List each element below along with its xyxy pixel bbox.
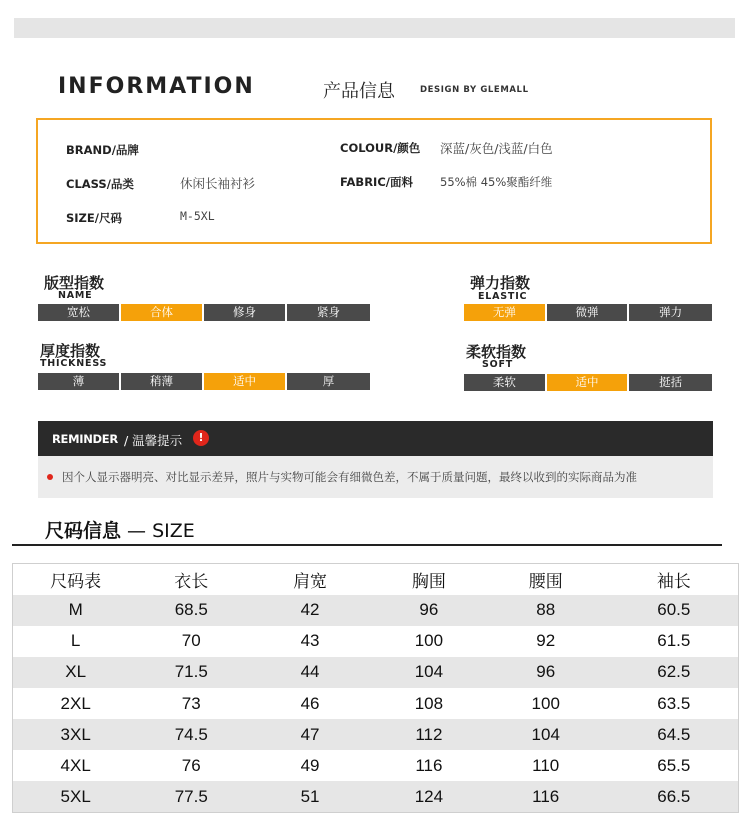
size-table-row xyxy=(13,688,739,719)
colour-value: 深蓝/灰色/浅蓝/白色 xyxy=(440,141,553,156)
size-table-row xyxy=(13,657,739,688)
scale-option: 合体 xyxy=(121,304,204,321)
top-divider-bar xyxy=(14,18,735,38)
class-label: CLASS/品类 xyxy=(66,177,134,191)
info-title-cn: 产品信息 xyxy=(323,81,395,102)
size-table-cell: 62.5 xyxy=(610,657,739,688)
size-table-cell: 46 xyxy=(300,693,320,713)
size-table-cell: 76 xyxy=(181,755,201,775)
size-title-bold: 尺码信息 xyxy=(45,520,122,542)
size-table-header-cell: 袖长 xyxy=(656,571,691,591)
soft-index-title: 柔软指数 xyxy=(466,343,527,361)
size-table-cell: 73 xyxy=(181,693,201,713)
size-table-cell: 71.5 xyxy=(138,657,244,688)
reminder-bar xyxy=(38,421,713,456)
size-table-cell: 64.5 xyxy=(610,719,739,750)
size-table-cell: 2XL xyxy=(60,693,91,713)
size-table-cell: 104 xyxy=(482,719,610,750)
scale-option: 无弹 xyxy=(464,304,547,321)
thickness-index-title: 厚度指数 xyxy=(40,342,101,360)
size-table-header-cell: 尺码表 xyxy=(50,571,102,591)
class-value: 休闲长袖衬衫 xyxy=(180,176,256,191)
size-table-cell: 116 xyxy=(415,755,443,775)
size-table-header-cell: 肩宽 xyxy=(293,571,328,591)
fabric-label: FABRIC/面料 xyxy=(340,175,413,189)
size-table-cell: 116 xyxy=(482,781,610,812)
size-section-title xyxy=(45,516,195,543)
scale-option: 紧身 xyxy=(287,304,370,321)
fit-index-scale xyxy=(38,304,370,321)
size-table-cell: 74.5 xyxy=(138,719,244,750)
size-table-cell: M xyxy=(13,595,139,626)
thickness-index-subtitle: THICKNESS xyxy=(40,358,108,369)
size-title-underline xyxy=(12,544,722,546)
scale-option: 修身 xyxy=(204,304,287,321)
size-table-cell: 70 xyxy=(181,631,201,651)
info-title: INFORMATION xyxy=(58,74,255,99)
elastic-index-scale xyxy=(464,304,712,321)
soft-index-subtitle: SOFT xyxy=(482,359,514,370)
size-table-cell: 100 xyxy=(531,693,560,713)
fabric-value: 55%棉 45%聚酯纤维 xyxy=(440,175,553,189)
size-table-header-row xyxy=(13,564,739,595)
size-table-cell: 110 xyxy=(532,755,560,775)
fit-index-title: 版型指数 xyxy=(44,274,105,292)
size-value: M-5XL xyxy=(180,209,215,223)
design-credit: DESIGN BY GLEMALL xyxy=(420,85,529,95)
scale-option: 宽松 xyxy=(38,304,121,321)
reminder-label-cn: / 温馨提示 xyxy=(124,433,183,448)
size-table-row xyxy=(13,595,739,626)
size-table-cell: 104 xyxy=(376,657,482,688)
size-table-cell: 124 xyxy=(376,781,482,812)
size-table-cell: 108 xyxy=(414,693,444,713)
size-table-cell: 49 xyxy=(300,755,320,775)
scale-option: 厚 xyxy=(287,373,370,390)
size-table-cell: 77.5 xyxy=(138,781,244,812)
size-title-rest: — SIZE xyxy=(121,520,195,542)
size-table-row xyxy=(13,781,739,812)
size-table-row xyxy=(13,750,739,781)
size-table-cell: 42 xyxy=(244,595,376,626)
colour-label: COLOUR/颜色 xyxy=(340,141,421,155)
size-table-cell: 5XL xyxy=(13,781,139,812)
scale-option: 弹力 xyxy=(629,304,712,321)
scale-option: 薄 xyxy=(38,373,121,390)
scale-option: 微弹 xyxy=(547,304,630,321)
size-table-cell: 51 xyxy=(244,781,376,812)
size-table-cell: 61.5 xyxy=(657,631,691,651)
elastic-index-subtitle: ELASTIC xyxy=(478,291,528,302)
size-table-header-cell: 胸围 xyxy=(411,571,446,591)
exclamation-icon: ! xyxy=(193,430,209,446)
brand-label: BRAND/品牌 xyxy=(66,143,139,157)
size-table-cell: 68.5 xyxy=(138,595,244,626)
size-table-cell: XL xyxy=(13,657,139,688)
reminder-label-en: REMINDER xyxy=(52,432,118,446)
scale-option: 稍薄 xyxy=(121,373,204,390)
scale-option: 挺括 xyxy=(629,374,712,391)
size-table-cell: 65.5 xyxy=(657,755,691,775)
size-table-cell: 96 xyxy=(376,595,482,626)
size-table-cell: 63.5 xyxy=(657,693,691,713)
size-table-cell: 43 xyxy=(300,631,320,651)
size-table-cell: 66.5 xyxy=(610,781,739,812)
size-table-cell: 47 xyxy=(244,719,376,750)
size-table-cell: 88 xyxy=(482,595,610,626)
size-table-cell: 4XL xyxy=(60,755,91,775)
soft-index-scale xyxy=(464,374,712,391)
size-table-cell: L xyxy=(70,631,81,651)
size-label: SIZE/尺码 xyxy=(66,211,122,225)
size-table-cell: 112 xyxy=(376,719,482,750)
size-table-header-cell: 腰围 xyxy=(528,571,563,591)
size-table-cell: 96 xyxy=(482,657,610,688)
bullet-dot-icon xyxy=(47,474,53,480)
scale-option: 柔软 xyxy=(464,374,547,391)
elastic-index-title: 弹力指数 xyxy=(470,274,531,292)
scale-option: 适中 xyxy=(547,374,630,391)
size-table-row xyxy=(13,719,739,750)
size-table-cell: 60.5 xyxy=(610,595,739,626)
size-table-cell: 100 xyxy=(414,631,444,651)
size-table xyxy=(12,563,739,813)
thickness-index-scale xyxy=(38,373,370,390)
size-table-cell: 44 xyxy=(244,657,376,688)
reminder-body xyxy=(38,456,713,498)
size-table-row xyxy=(13,626,739,657)
reminder-text: 因个人显示器明亮、对比显示差异，照片与实物可能会有细微色差，不属于质量问题，最终以收到的实际商品为准 xyxy=(62,470,637,484)
size-table-header-cell: 衣长 xyxy=(174,571,209,591)
product-info-box xyxy=(36,118,712,244)
size-table-cell: 3XL xyxy=(13,719,139,750)
scale-option: 适中 xyxy=(204,373,287,390)
fit-index-subtitle: NAME xyxy=(58,290,93,301)
size-table-cell: 92 xyxy=(536,631,556,651)
